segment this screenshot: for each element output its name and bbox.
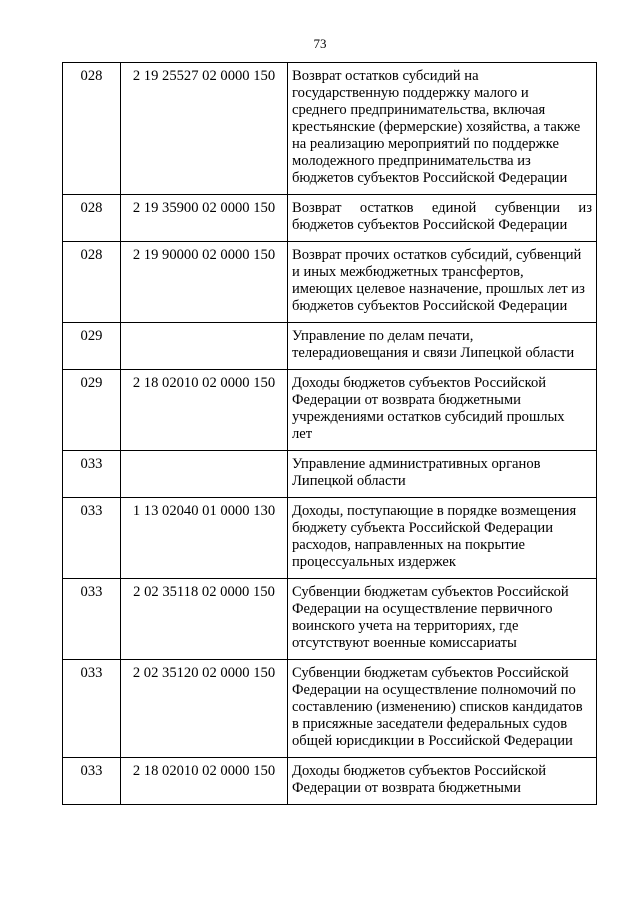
revenue-name-cell xyxy=(288,323,597,370)
revenue-name-line: лет xyxy=(292,426,313,442)
revenue-code-cell xyxy=(121,323,288,370)
revenue-name-line: бюджетов субъектов Российской Федерации xyxy=(292,217,568,233)
admin-code-cell: 028 xyxy=(63,195,121,242)
revenue-name-cell xyxy=(288,195,597,242)
revenue-name-line: бюджетов субъектов Российской Федерации xyxy=(292,298,568,314)
revenue-name-line: Доходы бюджетов субъектов Российской xyxy=(292,763,547,779)
revenue-name-line: Субвенции бюджетам субъектов Российской xyxy=(292,584,569,600)
table-row xyxy=(63,579,597,660)
revenue-code-cell: 2 19 35900 02 0000 150 xyxy=(121,195,288,242)
revenue-name-cell xyxy=(288,370,597,451)
revenue-code-cell xyxy=(121,451,288,498)
admin-code-cell: 028 xyxy=(63,63,121,195)
revenue-name-line: составлению (изменению) списков кандидатов xyxy=(292,699,583,715)
revenue-name-line: Субвенции бюджетам субъектов Российской xyxy=(292,665,569,681)
revenue-name-cell xyxy=(288,758,597,805)
revenue-name-line: Управление административных органов xyxy=(292,456,541,472)
revenue-code-cell: 2 02 35118 02 0000 150 xyxy=(121,579,288,660)
admin-code-cell: 033 xyxy=(63,758,121,805)
admin-code-cell: 033 xyxy=(63,660,121,758)
revenue-name-line: Управление по делам печати, xyxy=(292,328,474,344)
revenue-name-line: общей юрисдикции в Российской Федерации xyxy=(292,733,573,749)
revenue-name-line: крестьянские (фермерские) хозяйства, а также xyxy=(292,119,581,135)
revenue-code-cell: 2 18 02010 02 0000 150 xyxy=(121,758,288,805)
page-number: 73 xyxy=(313,36,327,51)
revenue-name-line: Возврат остатков единой субвенции из xyxy=(292,200,592,216)
revenue-code-cell: 2 19 25527 02 0000 150 xyxy=(121,63,288,195)
revenue-name-line: Липецкой области xyxy=(292,473,406,489)
table-row xyxy=(63,195,597,242)
revenue-name-line: Доходы, поступающие в порядке возмещения xyxy=(292,503,577,519)
revenue-name-line: на реализацию мероприятий по поддержке xyxy=(292,136,559,152)
revenue-name-line: телерадиовещания и связи Липецкой области xyxy=(292,345,575,361)
revenue-code-cell: 2 19 90000 02 0000 150 xyxy=(121,242,288,323)
admin-code-cell: 033 xyxy=(63,579,121,660)
table-row xyxy=(63,63,597,195)
revenue-name-line: Возврат остатков субсидий на xyxy=(292,68,479,84)
revenue-name-line: бюджетов субъектов Российской Федерации xyxy=(292,170,568,186)
revenue-name-line: имеющих целевое назначение, прошлых лет из xyxy=(292,281,585,297)
admin-code-cell: 033 xyxy=(63,498,121,579)
admin-code-cell: 028 xyxy=(63,242,121,323)
revenue-name-line: Федерации на осуществление первичного xyxy=(292,601,553,617)
table-row xyxy=(63,242,597,323)
admin-code-cell: 033 xyxy=(63,451,121,498)
revenue-code-cell: 1 13 02040 01 0000 130 xyxy=(121,498,288,579)
revenue-name-cell xyxy=(288,579,597,660)
budget-classification-table xyxy=(62,62,597,805)
revenue-name-line: среднего предпринимательства, включая xyxy=(292,102,546,118)
admin-code-cell: 029 xyxy=(63,370,121,451)
revenue-name-line: воинского учета на территориях, где xyxy=(292,618,519,634)
revenue-name-line: Возврат прочих остатков субсидий, субвенций xyxy=(292,247,582,263)
revenue-name-line: процессуальных издержек xyxy=(292,554,456,570)
revenue-name-line: Федерации от возврата бюджетными xyxy=(292,780,521,796)
revenue-name-line: государственную поддержку малого и xyxy=(292,85,529,101)
revenue-name-line: Федерации от возврата бюджетными xyxy=(292,392,521,408)
revenue-name-line: бюджету субъекта Российской Федерации xyxy=(292,520,554,536)
table-row xyxy=(63,758,597,805)
revenue-name-line: Доходы бюджетов субъектов Российской xyxy=(292,375,547,391)
revenue-name-line: молодежного предпринимательства из xyxy=(292,153,531,169)
admin-code-cell: 029 xyxy=(63,323,121,370)
revenue-name-line: и иных межбюджетных трансфертов, xyxy=(292,264,524,280)
revenue-name-line: Федерации на осуществление полномочий по xyxy=(292,682,576,698)
table-row xyxy=(63,451,597,498)
table-row xyxy=(63,660,597,758)
revenue-code-cell: 2 02 35120 02 0000 150 xyxy=(121,660,288,758)
revenue-name-cell xyxy=(288,242,597,323)
table-row xyxy=(63,498,597,579)
table-row xyxy=(63,370,597,451)
revenue-name-cell xyxy=(288,498,597,579)
revenue-name-cell xyxy=(288,660,597,758)
revenue-name-cell xyxy=(288,451,597,498)
revenue-name-line: учреждениями остатков субсидий прошлых xyxy=(292,409,565,425)
revenue-name-line: расходов, направленных на покрытие xyxy=(292,537,525,553)
table-row xyxy=(63,323,597,370)
revenue-name-line: в присяжные заседатели федеральных судов xyxy=(292,716,568,732)
revenue-code-cell: 2 18 02010 02 0000 150 xyxy=(121,370,288,451)
revenue-name-cell xyxy=(288,63,597,195)
revenue-name-line: отсутствуют военные комиссариаты xyxy=(292,635,517,651)
